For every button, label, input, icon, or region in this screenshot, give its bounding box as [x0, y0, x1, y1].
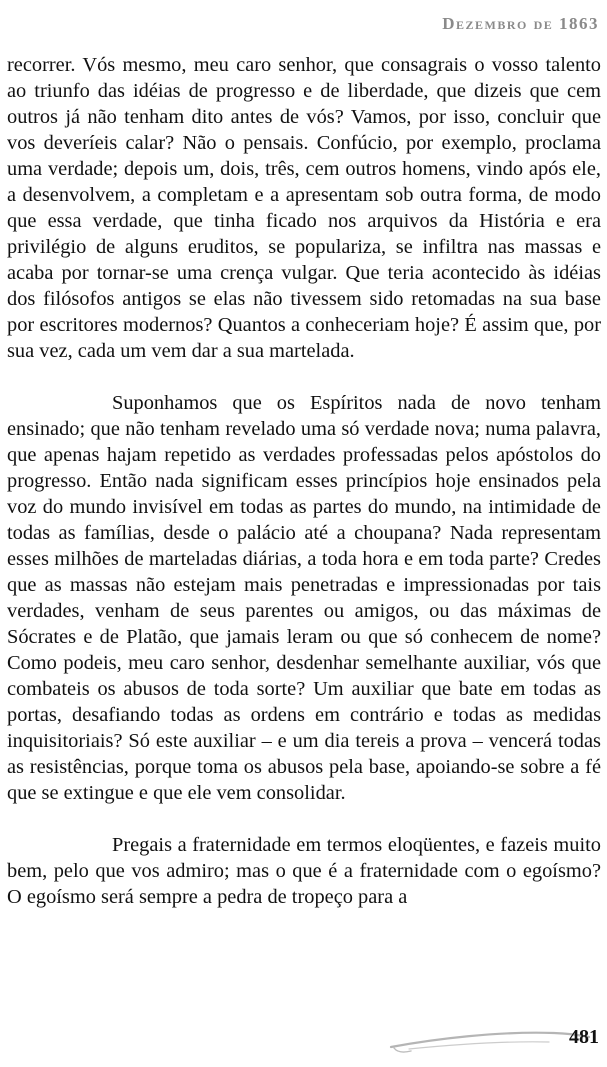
- page-folio: [389, 1021, 599, 1055]
- paragraph-continuation: recorrer. Vós mesmo, meu caro senhor, que consagrais o vosso talento ao triunfo das idéias de progresso e de liberdade, que dizeis que cem outros já não tenham dito antes de vós? Vamos, por isso, concluir que vos deveríeis calar? Não o pensais. Confúcio, por exemplo, proclama uma verdade; depois um, dois, três, cem outros homens, vindo após ele, a desenvolvem, a completam e a apresentam sob outra forma, de modo que essa verdade, que tinha ficado nos arquivos da História e era privilégio de alguns eruditos, se populariza, se infiltra nas massas e acaba por tornar-se uma crença vulgar. Que teria acontecido às idéias dos filósofos antigos se elas não tivessem sido retomadas na sua base por escritores modernos? Quantos a conheceriam hoje? É assim que, por sua vez, cada um vem dar a sua martelada.: [7, 54, 601, 362]
- paragraph: Pregais a fraternidade em termos eloqüentes, e fazeis muito bem, pelo que vos admiro; mas o que é a fraternidade com o egoísmo? O egoísmo será sempre a pedra de tropeço para a: [7, 834, 601, 908]
- paragraph: Suponhamos que os Espíritos nada de novo tenham ensinado; que não tenham revelado uma só verdade nova; numa palavra, que apenas hajam repetido as verdades professadas pelos apóstolos do progresso. Então nada significam esses princípios hoje ensinados pela voz do mundo invisível em todas as partes do mundo, na intimidade de todas as famílias, desde o palácio até a choupana? Nada representam esses milhões de marteladas diárias, a toda hora e em toda parte? Credes que as massas não estejam mais penetradas e impressionadas por tais verdades, venham de seus parentes ou amigos, ou das máximas de Sócrates e de Platão, que jamais leram ou que só conhecem de nome? Como podeis, meu caro senhor, desdenhar semelhante auxiliar, vós que combateis os abusos de toda sorte? Um auxiliar que bate em todas as portas, desafiando todas as ordens em contrário e todas as medidas inquisitoriais? Só este auxiliar – e um dia tereis a prova – vencerá todas as resistências, porque toma os abusos pela base, apoiando-se sobre a fé que se extingue e que ele vem consolidar.: [7, 392, 601, 804]
- folio-swoosh-ornament: [389, 1021, 599, 1055]
- running-header: Dezembro de 1863: [442, 14, 599, 33]
- page-number: 481: [569, 1026, 599, 1048]
- body-text: [7, 52, 601, 936]
